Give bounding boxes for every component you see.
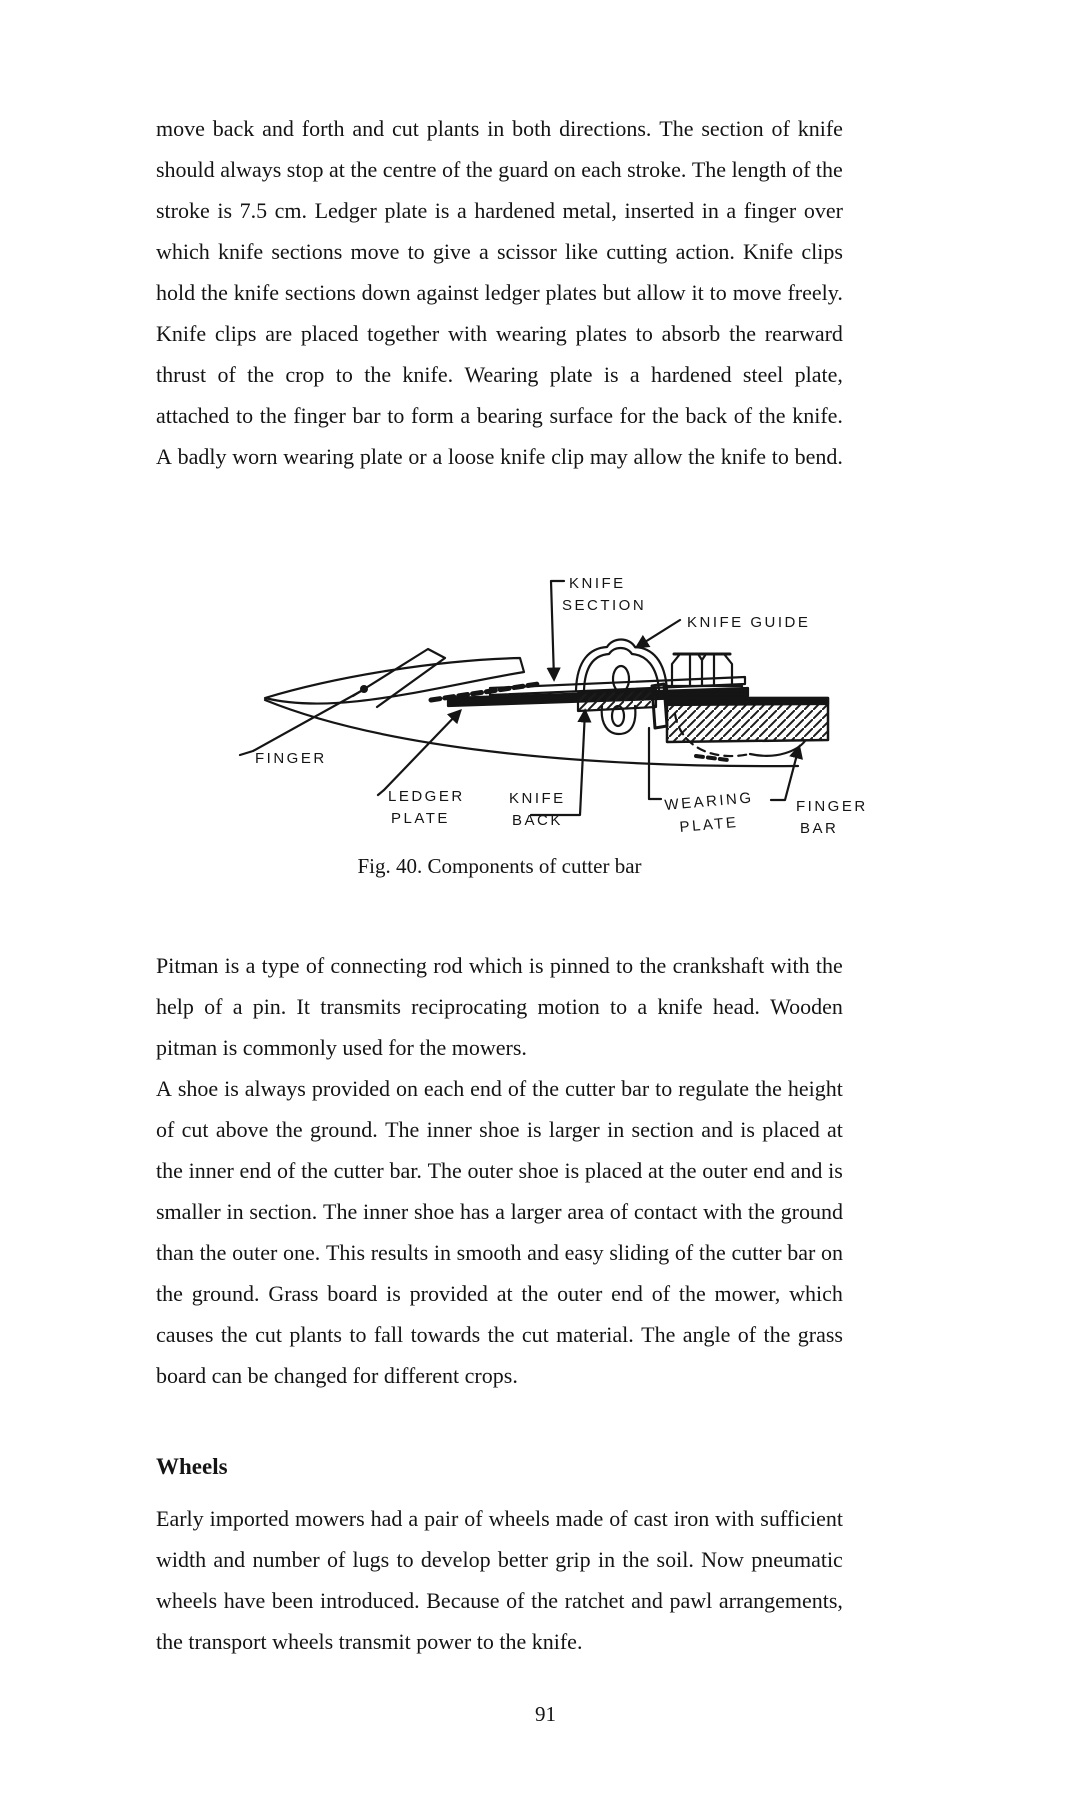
paragraph-1 — [156, 108, 843, 477]
paragraph-2 — [156, 945, 843, 1068]
section-heading-wheels: Wheels — [156, 1454, 228, 1479]
text-line: which knife sections move to give a scissor like cutting action. Knife clips — [156, 239, 843, 264]
text-line: smaller in section. The inner shoe has a larger area of contact with the ground — [156, 1199, 843, 1224]
text-line: thrust of the crop to the knife. Wearing plate is a hardened steel plate, — [156, 362, 843, 387]
text-line: hold the knife sections down against ledger plates but allow it to move freely. — [156, 280, 843, 305]
text-line: of cut above the ground. The inner shoe is larger in section and is placed at — [156, 1117, 843, 1142]
text-line: A badly worn wearing plate or a loose knife clip may allow the knife to bend. — [156, 444, 843, 469]
figure-label-knife-section: KNIFE — [569, 575, 626, 592]
ledger-plate-shape — [578, 689, 656, 711]
text-line: than the outer one. This results in smooth and easy sliding of the cutter bar on — [156, 1240, 843, 1265]
text-line: Pitman is a type of connecting rod which is pinned to the crankshaft with the — [156, 953, 843, 978]
figure-label-finger-bar: BAR — [800, 820, 839, 837]
text-line: wheels have been introduced. Because of the ratchet and pawl arrangements, — [156, 1588, 843, 1613]
paragraph-4 — [156, 1498, 843, 1662]
figure-label-knife-guide: KNIFE GUIDE — [687, 614, 811, 631]
text-line: move back and forth and cut plants in both directions. The section of knife — [156, 116, 843, 141]
figure-caption: Fig. 40. Components of cutter bar — [357, 854, 642, 878]
text-line: pitman is commonly used for the mowers. — [156, 1035, 527, 1060]
figure-label-knife-back: BACK — [512, 812, 563, 829]
text-line: width and number of lugs to develop better grip in the soil. Now pneumatic — [156, 1547, 843, 1572]
cutter-bar-figure — [228, 548, 878, 848]
figure-label-wearing-plate: PLATE — [678, 813, 740, 836]
figure-label-wearing-plate: WEARING — [663, 789, 755, 814]
text-line: help of a pin. It transmits reciprocating motion to a knife head. Wooden — [156, 994, 843, 1019]
text-line: should always stop at the centre of the guard on each stroke. The length of the — [156, 157, 843, 182]
paragraph-3 — [156, 1068, 843, 1396]
figure-label-finger: FINGER — [255, 750, 327, 767]
text-line: Knife clips are placed together with wearing plates to absorb the rearward — [156, 321, 843, 346]
text-line: Early imported mowers had a pair of wheels made of cast iron with sufficient — [156, 1506, 843, 1531]
text-line: stroke is 7.5 cm. Ledger plate is a hardened metal, inserted in a finger over — [156, 198, 843, 223]
finger-bar-shape — [667, 698, 828, 742]
figure-label-finger-bar: FINGER — [796, 798, 868, 815]
figure-label-knife-section: SECTION — [562, 597, 647, 614]
figure-label-ledger-plate: PLATE — [391, 810, 450, 827]
text-line: board can be changed for different crops. — [156, 1363, 518, 1388]
text-line: the transport wheels transmit power to the knife. — [156, 1629, 583, 1654]
text-line: the ground. Grass board is provided at the outer end of the mower, which — [156, 1281, 843, 1306]
text-line: A shoe is always provided on each end of the cutter bar to regulate the height — [156, 1076, 843, 1101]
figure-label-ledger-plate: LEDGER — [388, 788, 465, 805]
text-line: attached to the finger bar to form a bearing surface for the back of the knife. — [156, 403, 843, 428]
figure-label-knife-back: KNIFE — [509, 790, 566, 807]
text-line: causes the cut plants to fall towards the cut material. The angle of the grass — [156, 1322, 843, 1347]
page-number: 91 — [535, 1702, 556, 1726]
text-line: the inner end of the cutter bar. The outer shoe is placed at the outer end and is — [156, 1158, 843, 1183]
